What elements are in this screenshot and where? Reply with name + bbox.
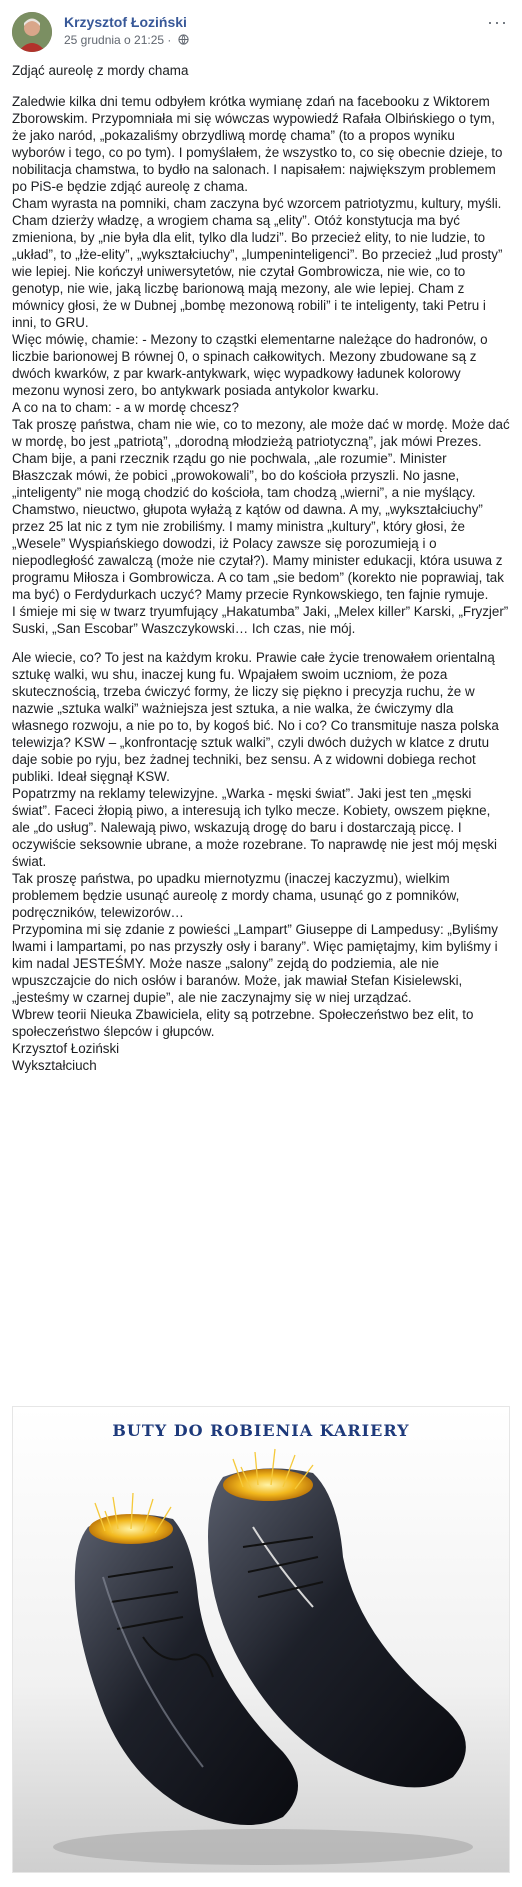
post-paragraph: A co na to cham: - a w mordę chcesz? bbox=[12, 400, 239, 415]
post-title: Zdjąć aureolę z mordy chama bbox=[12, 63, 189, 78]
signature-title: Wykształciuch bbox=[12, 1058, 97, 1073]
signature-name: Krzysztof Łoziński bbox=[12, 1041, 120, 1056]
post-body bbox=[12, 62, 510, 1074]
image-title: BUTY DO ROBIENIA KARIERY bbox=[112, 1421, 410, 1440]
post-paragraph: Przypomina mi się zdanie z powieści „Lampart” Giuseppe di Lampedusy: „Byliśmy lwami i lampartami, po nas przyszły osły i barany”. Więc pamiętajmy, kim byliśmy i kim nadal JESTEŚMY. Może nasze „salony” zejdą do podziemia, ale nie wpuszczajcie do nich osłów i baranów. Może, jak mawiał Stefan Kisielewski, „jesteśmy w czarnej dupie”, ale nie zaczynajmy się w niej urządzać. bbox=[12, 922, 498, 1005]
post-image[interactable] bbox=[12, 1406, 510, 1873]
post-date[interactable]: 25 grudnia o 21:25 · bbox=[64, 33, 172, 47]
post-paragraph: Zaledwie kilka dni temu odbyłem krótka wymianę zdań na facebooku z Wiktorem Zborowskim. Przypomniała mi się wówczas wypowiedź Rafała Olbińskiego o tym, że jako naród, „pokazaliśmy obrzydliwą mordę chama” (to a propos wyniku wyborów i tego, co po tym). I pomyślałem, że wszystko to, co się obecnie dzieje, to nobilitacja chamstwa, to bydło na salonach. I napisałem: największym problemem po PiS-e będzie zdjąć aureolę z chama. bbox=[12, 94, 503, 194]
post-paragraph: Wbrew teorii Nieuka Zbawiciela, elity są potrzebne. Społeczeństwo bez elit, to społeczeństwo ślepców i głupców. bbox=[12, 1007, 474, 1039]
post-paragraph: I śmieje mi się w twarz tryumfujący „Hakatumba” Jaki, „Melex killer” Karski, „Fryzjer” Suski, „San Escobar” Waszczykowski… Ich czas, nie mój. bbox=[12, 604, 509, 636]
post-paragraph: Tak proszę państwa, cham nie wie, co to mezony, ale może dać w mordę. Może dać w mordę, bo jest „patriotą”, „dorodną młodzieżą patriotyczną”, jak mówi Prezes. Cham bije, a pani rzecznik rządu go nie pochwala, „ale rozumie”. Minister Błaszczak mówi, że pobici „prowokowali”, bo do kościoła przyszli. No jasne, „inteligenty” nie mogą chodzić do kościoła, tam chodzą „wierni”, a nie myślący. bbox=[12, 417, 510, 500]
avatar-photo-icon bbox=[12, 12, 52, 52]
post-paragraph: Chamstwo, nieuctwo, głupota wyłażą z kątów od dawna. A my, „wykształciuchy” przez 25 lat nic z tym nie zrobiliśmy. I mamy ministra „kultury”, który głosi, że „Wesele” Wyspiańskiego dowodzi, iż Polacy zawsze się porozumieją i o niepodległość zawalczą (może nie czytał?). Mamy minister edukacji, która usuwa z programu Miłosza i Gombrowicza. A co tam „sie bedom” (korekto nie poprawiaj, tak ma być) o Ferdydurkach uczyć? Mamy przecie Rynkowskiego, ten fajnie rymuje. bbox=[12, 502, 504, 602]
post-paragraph: Więc mówię, chamie: - Mezony to cząstki elementarne należące do hadronów, o liczbie barionowej B równej 0, o spinach całkowitych. Mezony zbudowane są z dwóch kwarków, z par kwark-antykwark, więc wypadkowy ładunek kolorowy mezonu wynosi zero, bo antykwark posiada antykolor kwarku. bbox=[12, 332, 488, 398]
shoes-illustration-icon bbox=[13, 1407, 510, 1873]
post-paragraph: Cham wyrasta na pomniki, cham zaczyna być wzorcem patriotyzmu, kultury, myśli. Cham dzierży władzę, a wrogiem chama są „elity”. Otóż konstytucja ma być zmieniona, by „nie była dla elit, tylko dla ludzi”. Bo przecież elity, to nie ludzie, to „układ”, to „łże-elity”, „wykształciuchy”, „lumpeninteligenci”. Bo przecież „lud prosty” wie lepiej. Nie kończył uniwersytetów, nie czytał Gombrowicza, nie wie, co to genotyp, nie wie, jaką liczbę barionową mają mezony, ale wie lepiej. Cham z mównicy głosi, że w Dubnej „bombę mezonową robili” i te inteligenty, taki Petru i inni, to GRU. bbox=[12, 196, 503, 330]
post-meta bbox=[64, 33, 189, 47]
avatar[interactable] bbox=[12, 12, 52, 52]
more-options-button[interactable]: ··· bbox=[487, 12, 508, 32]
post-paragraph: Popatrzmy na reklamy telewizyjne. „Warka - męski świat”. Jaki jest ten „męski świat”. Faceci żłopią piwo, a interesują ich tylko mecze. Kobiety, owszem piękne, ale „do usług”. Nalewają piwo, wskazują drogę do baru i dostarczają piccę. I oczywiście seksownie ubrane, a może rozebrane. To naprawdę nie jest mój męski świat. bbox=[12, 786, 498, 869]
post-paragraph: Tak proszę państwa, po upadku miernotyzmu (inaczej kaczyzmu), wielkim problemem będzie usunąć aureolę z mordy chama, usunąć go z pomników, podręczników, telewizorów… bbox=[12, 871, 460, 920]
post-header bbox=[12, 10, 510, 54]
author-name[interactable]: Krzysztof Łoziński bbox=[64, 14, 187, 30]
globe-icon bbox=[178, 34, 189, 45]
post-paragraph: Ale wiecie, co? To jest na każdym kroku. Prawie całe życie trenowałem orientalną sztukę walki, wu shu, inaczej kung fu. Wpajałem swoim uczniom, że poza skutecznością, trzeba ćwiczyć formy, że liczy się piękno i precyzja ruchu, że w nazwie „sztuka walki” ważniejsza jest sztuka, a nie walka, że ćwiczymy dla własnego rozwoju, a nie po to, by kogoś bić. No i co? Co transmituje nasza polska telewizja? KSW – „konfrontację sztuk walki”, czyli dwóch dużych w klatce z drutu daje sobie po ryju, bez żadnej techniki, bez sensu. A z widowni dobiega rechot publiki. Ideał sięgnął KSW. bbox=[12, 650, 499, 784]
